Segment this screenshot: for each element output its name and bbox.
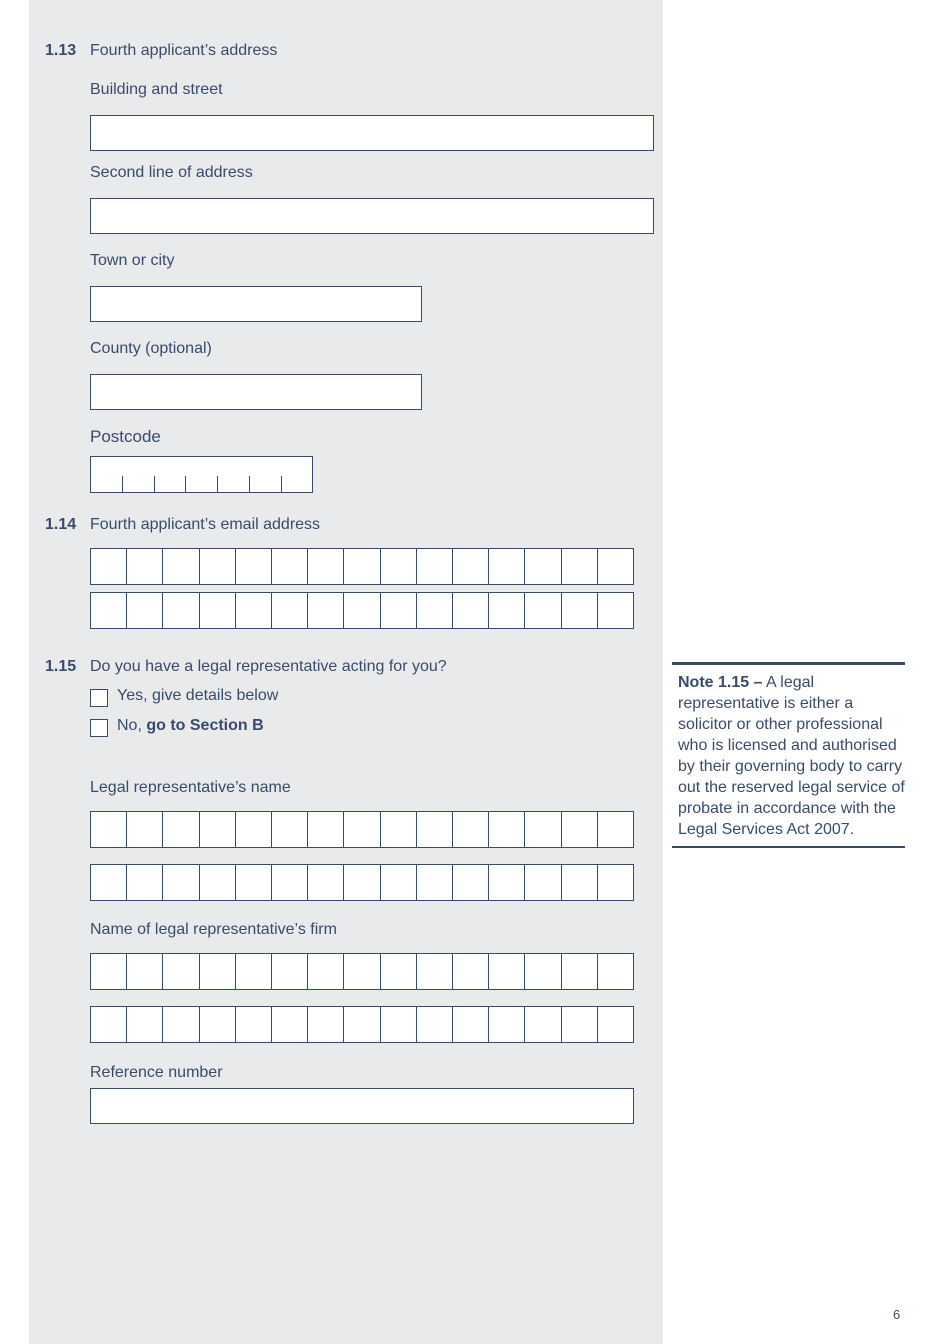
character-cell[interactable] [91, 812, 127, 847]
postcode-divider [122, 476, 123, 492]
question-title-1-14: Fourth applicant’s email address [90, 516, 321, 533]
character-cell[interactable] [344, 549, 380, 584]
character-cell[interactable] [91, 593, 127, 628]
character-cell[interactable] [417, 812, 453, 847]
no-option-label [117, 717, 264, 735]
character-cell[interactable] [344, 593, 380, 628]
character-cell[interactable] [344, 954, 380, 989]
character-cell[interactable] [308, 865, 344, 900]
character-cell[interactable] [562, 954, 598, 989]
character-cell[interactable] [163, 549, 199, 584]
character-cell[interactable] [525, 593, 561, 628]
character-cell[interactable] [308, 593, 344, 628]
yes-option-label: Yes, give details below [117, 687, 279, 704]
character-cell[interactable] [127, 593, 163, 628]
yes-checkbox[interactable] [90, 689, 108, 707]
character-cell[interactable] [163, 812, 199, 847]
character-cell[interactable] [344, 1007, 380, 1042]
character-cell[interactable] [200, 593, 236, 628]
character-cell[interactable] [525, 549, 561, 584]
character-cell[interactable] [344, 812, 380, 847]
character-cell[interactable] [344, 865, 380, 900]
character-cell[interactable] [453, 812, 489, 847]
character-cell[interactable] [308, 954, 344, 989]
character-cell[interactable] [236, 812, 272, 847]
reference-input[interactable] [90, 1088, 634, 1124]
character-cell[interactable] [200, 812, 236, 847]
rep-name-label: Legal representative’s name [90, 779, 291, 796]
go-to-section-b: go to Section B [146, 717, 264, 734]
character-cell[interactable] [381, 593, 417, 628]
character-cell[interactable] [489, 865, 525, 900]
character-cell[interactable] [453, 593, 489, 628]
question-number-1-14: 1.14 [45, 516, 77, 533]
character-cell[interactable] [163, 954, 199, 989]
character-cell[interactable] [417, 954, 453, 989]
character-cell[interactable] [381, 865, 417, 900]
reference-label: Reference number [90, 1064, 223, 1081]
character-cell[interactable] [163, 865, 199, 900]
character-cell[interactable] [453, 954, 489, 989]
character-cell[interactable] [453, 549, 489, 584]
character-cell[interactable] [562, 593, 598, 628]
character-cell[interactable] [598, 865, 633, 900]
character-cell[interactable] [127, 865, 163, 900]
character-cell[interactable] [163, 593, 199, 628]
character-cell[interactable] [562, 812, 598, 847]
character-cell[interactable] [236, 549, 272, 584]
character-cell[interactable] [489, 1007, 525, 1042]
building-street-label: Building and street [90, 81, 223, 98]
character-cell[interactable] [236, 954, 272, 989]
character-cell[interactable] [91, 1007, 127, 1042]
postcode-divider [154, 476, 155, 492]
firm-input-row-1[interactable] [90, 953, 634, 990]
character-cell[interactable] [200, 549, 236, 584]
postcode-divider [249, 476, 250, 492]
character-cell[interactable] [453, 1007, 489, 1042]
character-cell[interactable] [236, 1007, 272, 1042]
character-cell[interactable] [236, 865, 272, 900]
email-input-row-1[interactable] [90, 548, 634, 585]
character-cell[interactable] [598, 1007, 633, 1042]
character-cell[interactable] [417, 1007, 453, 1042]
character-cell[interactable] [562, 865, 598, 900]
character-cell[interactable] [525, 954, 561, 989]
second-line-label: Second line of address [90, 164, 253, 181]
character-cell[interactable] [91, 954, 127, 989]
character-cell[interactable] [272, 593, 308, 628]
note-heading: Note 1.15 – [678, 674, 763, 691]
question-title-1-13: Fourth applicant’s address [90, 42, 278, 59]
character-cell[interactable] [127, 1007, 163, 1042]
town-label: Town or city [90, 252, 175, 269]
character-cell[interactable] [127, 954, 163, 989]
second-line-input[interactable] [90, 198, 654, 234]
character-cell[interactable] [417, 549, 453, 584]
character-cell[interactable] [91, 549, 127, 584]
character-cell[interactable] [489, 812, 525, 847]
character-cell[interactable] [489, 593, 525, 628]
character-cell[interactable] [200, 954, 236, 989]
character-cell[interactable] [381, 812, 417, 847]
building-street-input[interactable] [90, 115, 654, 151]
character-cell[interactable] [453, 865, 489, 900]
town-input[interactable] [90, 286, 422, 322]
no-option-prefix: No, [117, 717, 147, 734]
character-cell[interactable] [163, 1007, 199, 1042]
firm-input-row-2[interactable] [90, 1006, 634, 1043]
character-cell[interactable] [417, 865, 453, 900]
character-cell[interactable] [91, 865, 127, 900]
character-cell[interactable] [598, 593, 633, 628]
county-label: County (optional) [90, 340, 212, 357]
rep-name-input-row-2[interactable] [90, 864, 634, 901]
question-number-1-13: 1.13 [45, 42, 77, 59]
character-cell[interactable] [127, 812, 163, 847]
character-cell[interactable] [525, 1007, 561, 1042]
rep-name-input-row-1[interactable] [90, 811, 634, 848]
email-input-row-2[interactable] [90, 592, 634, 629]
character-cell[interactable] [525, 812, 561, 847]
character-cell[interactable] [308, 549, 344, 584]
no-checkbox[interactable] [90, 719, 108, 737]
character-cell[interactable] [417, 593, 453, 628]
question-number-1-15: 1.15 [45, 658, 77, 675]
character-cell[interactable] [200, 865, 236, 900]
county-input[interactable] [90, 374, 422, 410]
postcode-divider [185, 476, 186, 492]
postcode-divider [281, 476, 282, 492]
page-number: 6 [893, 1307, 901, 1322]
note-1-15 [672, 662, 905, 848]
character-cell[interactable] [598, 812, 633, 847]
character-cell[interactable] [381, 954, 417, 989]
character-cell[interactable] [598, 954, 633, 989]
character-cell[interactable] [272, 1007, 308, 1042]
character-cell[interactable] [236, 593, 272, 628]
postcode-label: Postcode [90, 427, 161, 446]
character-cell[interactable] [272, 865, 308, 900]
question-title-1-15: Do you have a legal representative acting for you? [90, 658, 447, 675]
character-cell[interactable] [308, 1007, 344, 1042]
character-cell[interactable] [127, 549, 163, 584]
character-cell[interactable] [562, 1007, 598, 1042]
character-cell[interactable] [200, 1007, 236, 1042]
character-cell[interactable] [562, 549, 598, 584]
character-cell[interactable] [308, 812, 344, 847]
character-cell[interactable] [525, 865, 561, 900]
postcode-divider [217, 476, 218, 492]
character-cell[interactable] [272, 549, 308, 584]
character-cell[interactable] [272, 954, 308, 989]
postcode-input[interactable] [90, 456, 313, 493]
character-cell[interactable] [381, 1007, 417, 1042]
character-cell[interactable] [489, 549, 525, 584]
character-cell[interactable] [489, 954, 525, 989]
character-cell[interactable] [381, 549, 417, 584]
character-cell[interactable] [598, 549, 633, 584]
character-cell[interactable] [272, 812, 308, 847]
firm-label: Name of legal representative’s firm [90, 921, 337, 938]
note-text: A legal representative is either a solicitor or other professional who is licensed and authorised by their governing body to carry out the reserved legal service of probate in accordance with the Legal Services Act 2007. [678, 674, 905, 838]
